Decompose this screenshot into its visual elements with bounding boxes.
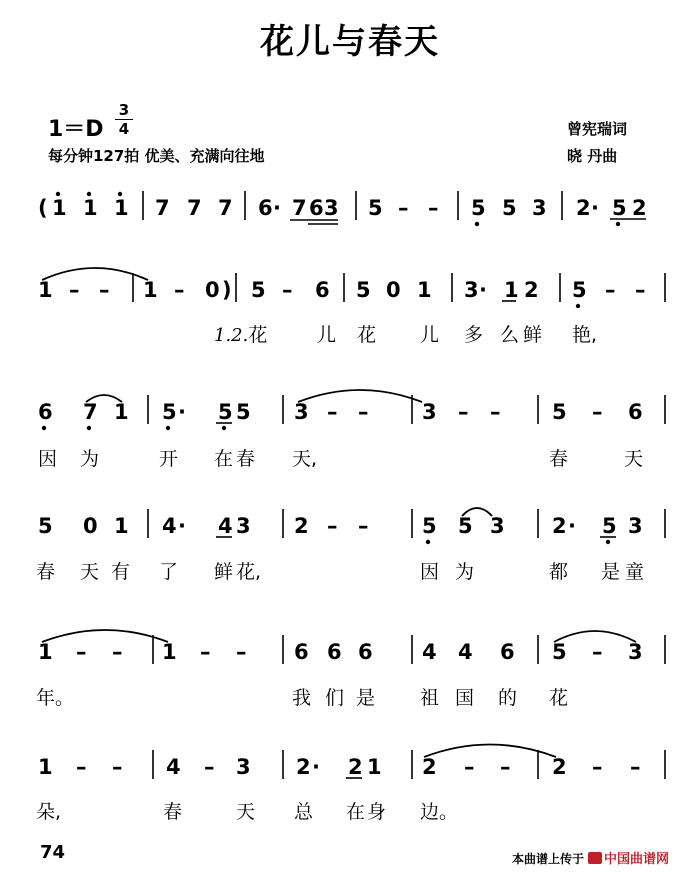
system-3	[38, 390, 665, 430]
note: 5	[218, 400, 233, 424]
note: 2	[552, 514, 567, 538]
note: 4	[458, 640, 473, 664]
note: 1	[114, 196, 129, 220]
note: 4	[218, 514, 233, 538]
lyric-char: 开	[159, 448, 179, 470]
closing-paren: )	[222, 278, 232, 302]
note: 2	[632, 196, 647, 220]
lyricist-credit: 曾宪瑞词	[567, 120, 628, 138]
system-1	[38, 191, 647, 226]
note: 5	[552, 400, 567, 424]
tie-arc	[42, 630, 168, 642]
dash: –	[630, 755, 641, 779]
lyric-char: 在	[346, 801, 366, 823]
note: 3	[464, 278, 479, 302]
note: 1	[143, 278, 158, 302]
lyric-char: 鲜	[214, 561, 234, 583]
low-octave-dot	[87, 426, 91, 430]
note: 2	[422, 755, 437, 779]
note: 7	[292, 196, 307, 220]
note: 2	[294, 514, 309, 538]
lyric-char: 边。	[420, 801, 459, 823]
note: 0	[205, 278, 220, 302]
dash: –	[327, 400, 338, 424]
dash: –	[635, 278, 646, 302]
note: 6	[315, 278, 330, 302]
low-octave-dot	[606, 540, 610, 544]
dash: –	[99, 278, 110, 302]
lyric-char: 因	[38, 448, 58, 470]
dash: –	[236, 640, 247, 664]
note: 6	[327, 640, 342, 664]
lyric-char: 天	[80, 561, 100, 583]
lyric-char: 儿	[317, 324, 337, 346]
low-octave-dot	[166, 426, 170, 430]
dash: –	[200, 640, 211, 664]
site-logo-icon	[588, 852, 602, 864]
footer-brand: 中国曲谱网	[604, 852, 670, 867]
song-title: 花儿与春天	[260, 22, 440, 62]
note: 3	[324, 196, 339, 220]
note: 2	[552, 755, 567, 779]
note: 6	[294, 640, 309, 664]
dash: –	[458, 400, 469, 424]
note: 1	[114, 400, 129, 424]
lyric-char: 春	[549, 448, 569, 470]
dash: –	[592, 400, 603, 424]
dotted-rhythm-dot: ·	[479, 278, 487, 302]
system-6	[38, 745, 665, 780]
note: 0	[386, 278, 401, 302]
tempo-marking: 每分钟127拍 优美、充满向往地	[48, 147, 265, 165]
lyric-char: 有	[111, 561, 131, 583]
dash: –	[112, 755, 123, 779]
note: 1	[38, 640, 53, 664]
note: 7	[187, 196, 202, 220]
lyric-char: 么	[500, 324, 520, 346]
footer-prefix: 本曲谱上传于	[512, 852, 585, 866]
lyric-char: 我	[292, 687, 312, 709]
dash: –	[76, 640, 87, 664]
lyric-char: 因	[420, 561, 440, 583]
opening-paren: (	[38, 196, 48, 220]
low-octave-dot	[42, 426, 46, 430]
lyric-char: 了	[159, 561, 179, 583]
note: 2	[576, 196, 591, 220]
note: 1	[52, 196, 67, 220]
note: 4	[162, 514, 177, 538]
note: 6	[258, 196, 273, 220]
note: 0	[83, 514, 98, 538]
note: 4	[166, 755, 181, 779]
note: 5	[236, 400, 251, 424]
note: 1	[83, 196, 98, 220]
lyric-char: 花	[248, 324, 268, 346]
lyric-char: 天,	[292, 448, 318, 470]
note: 2	[348, 755, 363, 779]
lyric-char: 在	[214, 448, 234, 470]
note: 1	[38, 755, 53, 779]
lyric-char: 天	[624, 448, 644, 470]
footer-upload-note	[512, 848, 669, 867]
note: 3	[236, 755, 251, 779]
note: 5	[458, 514, 473, 538]
lyric-char: 国	[455, 687, 475, 709]
lyric-char: 春	[163, 801, 183, 823]
lyric-char: 儿	[420, 324, 440, 346]
note: 1	[114, 514, 129, 538]
dash: –	[358, 514, 369, 538]
lyric-char: 花	[549, 687, 569, 709]
note: 6	[309, 196, 324, 220]
lyric-char: 春	[236, 448, 256, 470]
lyric-char: 鲜	[523, 324, 543, 346]
dotted-rhythm-dot: ·	[591, 196, 599, 220]
low-octave-dot	[222, 426, 226, 430]
note: 4	[422, 640, 437, 664]
lyric-char: 天	[236, 801, 256, 823]
note: 7	[83, 400, 98, 424]
note: 6	[358, 640, 373, 664]
dotted-rhythm-dot: ·	[273, 196, 281, 220]
dash: –	[282, 278, 293, 302]
note: 3	[236, 514, 251, 538]
note: 5	[502, 196, 517, 220]
lyric-char: 童	[625, 561, 645, 583]
note: 3	[294, 400, 309, 424]
lyric-char: 祖	[420, 687, 440, 709]
lyric-char: 都	[549, 561, 569, 583]
lyric-char: 的	[498, 687, 518, 709]
note: 7	[155, 196, 170, 220]
note: 3	[422, 400, 437, 424]
lyric-char: 花	[357, 324, 377, 346]
note: 2	[524, 278, 539, 302]
lyric-char: 为	[455, 561, 475, 583]
note: 6	[38, 400, 53, 424]
verse-marker: 1.2.	[214, 325, 249, 346]
dotted-rhythm-dot: ·	[568, 514, 576, 538]
note: 5	[612, 196, 627, 220]
note: 3	[628, 640, 643, 664]
note: 2	[296, 755, 311, 779]
note: 5	[38, 514, 53, 538]
note: 5	[572, 278, 587, 302]
note: 1	[38, 278, 53, 302]
note: 3	[490, 514, 505, 538]
composer-credit: 晓 丹曲	[567, 147, 618, 165]
lyric-char: 朵,	[36, 801, 62, 823]
dash: –	[592, 640, 603, 664]
dash: –	[112, 640, 123, 664]
dotted-rhythm-dot: ·	[178, 400, 186, 424]
dash: –	[69, 278, 80, 302]
low-octave-dot	[475, 222, 479, 226]
lyric-char: 艳,	[572, 324, 598, 346]
lyrics-system-2	[214, 320, 267, 347]
dotted-rhythm-dot: ·	[178, 514, 186, 538]
time-signature-top: 3	[118, 101, 130, 119]
lyric-char: 总	[294, 801, 314, 823]
dash: –	[605, 278, 616, 302]
key-signature: 1＝D	[48, 117, 104, 142]
lyric-char: 花,	[236, 561, 262, 583]
dash: –	[358, 400, 369, 424]
high-octave-dot	[87, 192, 91, 196]
note: 1	[417, 278, 432, 302]
lyric-char: 是	[601, 561, 621, 583]
low-octave-dot	[616, 222, 620, 226]
low-octave-dot	[576, 304, 580, 308]
system-5	[38, 630, 665, 664]
dash: –	[428, 196, 439, 220]
dash: –	[398, 196, 409, 220]
time-signature-bottom: 4	[118, 120, 130, 138]
lyric-char: 春	[36, 561, 56, 583]
note: 6	[500, 640, 515, 664]
dash: –	[464, 755, 475, 779]
note: 1	[367, 755, 382, 779]
high-octave-dot	[118, 192, 122, 196]
lyric-char: 年。	[36, 687, 75, 709]
dash: –	[327, 514, 338, 538]
note: 5	[471, 196, 486, 220]
note: 3	[628, 514, 643, 538]
note: 5	[552, 640, 567, 664]
note: 1	[162, 640, 177, 664]
note: 5	[422, 514, 437, 538]
note: 1	[504, 278, 519, 302]
note: 5	[368, 196, 383, 220]
tie-arc	[42, 268, 148, 280]
system-2	[38, 268, 665, 308]
high-octave-dot	[56, 192, 60, 196]
lyric-char: 是	[356, 687, 376, 709]
dash: –	[490, 400, 501, 424]
lyric-char: 多	[464, 324, 484, 346]
lyric-char: 身	[367, 801, 387, 823]
dash: –	[204, 755, 215, 779]
dash: –	[174, 278, 185, 302]
note: 5	[251, 278, 266, 302]
page-number: 74	[40, 842, 66, 863]
note: 5	[356, 278, 371, 302]
dash: –	[76, 755, 87, 779]
lyric-char: 为	[80, 448, 100, 470]
note: 7	[218, 196, 233, 220]
system-4	[38, 508, 665, 544]
low-octave-dot	[426, 540, 430, 544]
dotted-rhythm-dot: ·	[312, 755, 320, 779]
note: 6	[628, 400, 643, 424]
tie-arc	[424, 745, 556, 758]
lyric-char: 们	[325, 687, 345, 709]
note: 5	[602, 514, 617, 538]
note: 5	[162, 400, 177, 424]
note: 3	[532, 196, 547, 220]
dash: –	[500, 755, 511, 779]
dash: –	[592, 755, 603, 779]
